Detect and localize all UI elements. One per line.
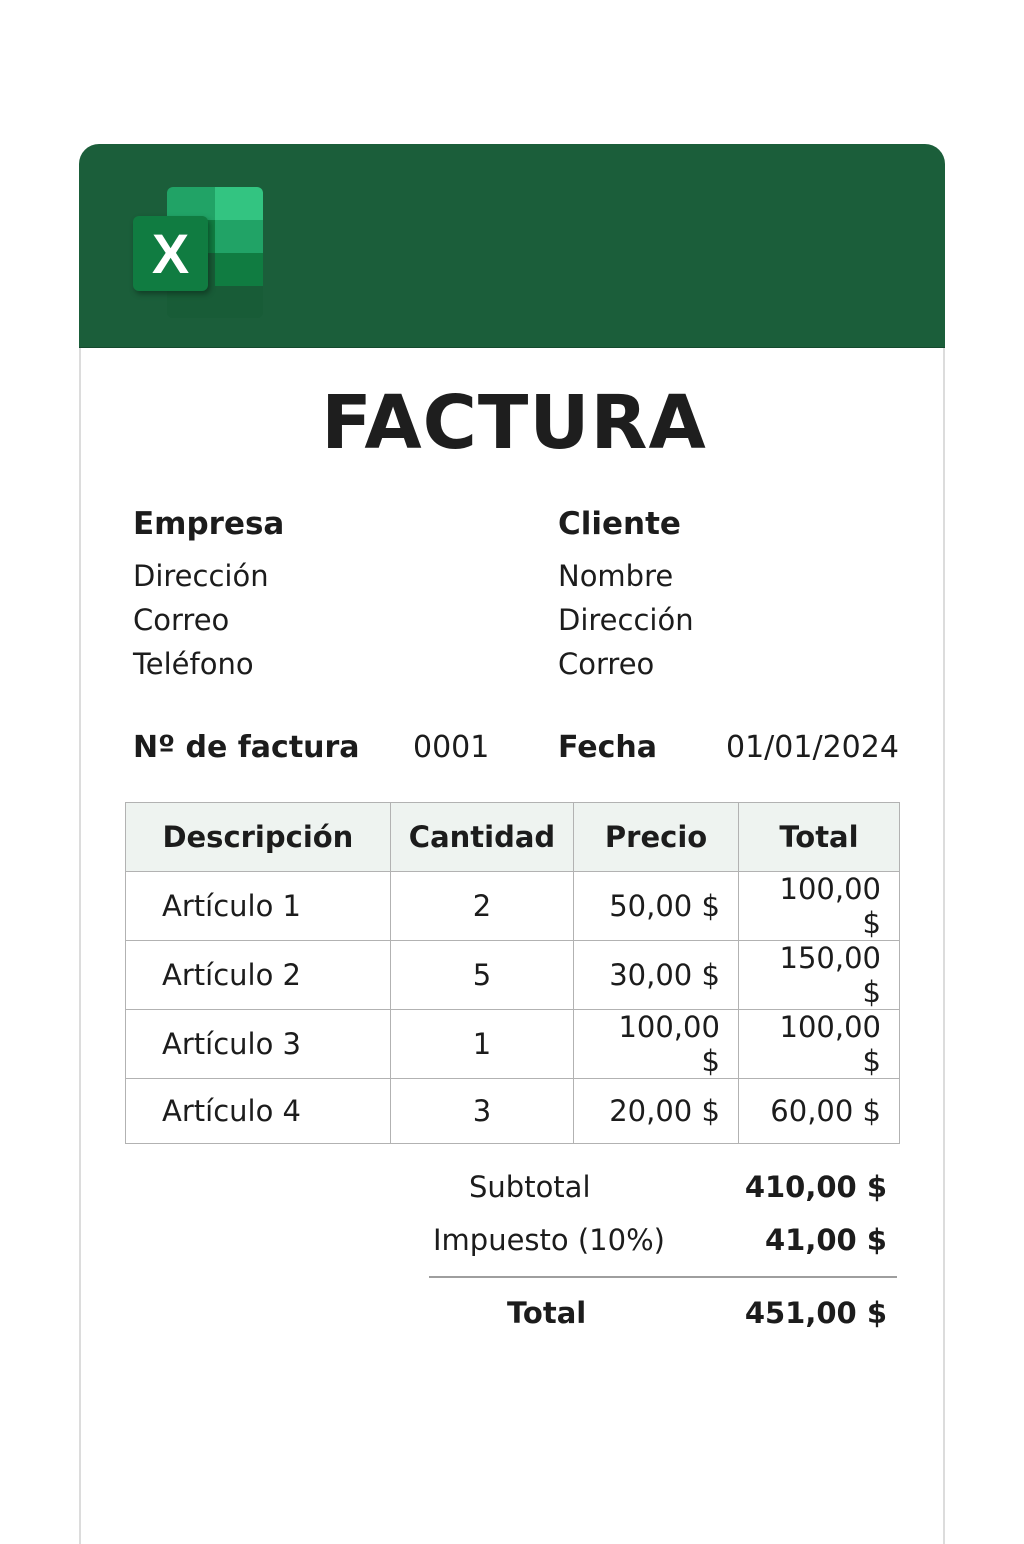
subtotal-value: 410,00 $ [744, 1170, 887, 1204]
item-total: 60,00 $ [738, 1079, 899, 1144]
column-header-description: Descripción [126, 803, 391, 872]
grand-total-value: 451,00 $ [744, 1295, 887, 1330]
client-email: Correo [558, 647, 655, 681]
tax-value: 41,00 $ [764, 1223, 887, 1257]
client-block [558, 504, 694, 686]
item-description: Artículo 2 [126, 941, 391, 1010]
column-header-price: Precio [574, 803, 739, 872]
totals-summary [429, 1164, 897, 1343]
subtotal-row [429, 1164, 897, 1217]
item-price: 100,00 $ [574, 1010, 739, 1079]
subtotal-label: Subtotal [469, 1170, 591, 1204]
item-description: Artículo 4 [126, 1079, 391, 1144]
company-block [133, 504, 284, 686]
invoice-number-value: 0001 [413, 730, 490, 765]
item-total: 100,00 $ [738, 1010, 899, 1079]
item-total: 100,00 $ [738, 872, 899, 941]
company-heading: Empresa [133, 506, 285, 542]
page-title: FACTURA [321, 380, 707, 466]
company-email: Correo [133, 603, 230, 637]
column-header-quantity: Cantidad [390, 803, 573, 872]
item-price: 50,00 $ [574, 872, 739, 941]
item-description: Artículo 3 [126, 1010, 391, 1079]
invoice-date-label: Fecha [558, 730, 658, 765]
invoice-number-label: Nº de factura [133, 730, 360, 765]
grand-total-row [429, 1290, 897, 1343]
company-phone: Teléfono [133, 647, 254, 681]
item-quantity: 3 [390, 1079, 573, 1144]
excel-logo-icon [133, 187, 265, 319]
item-quantity: 1 [390, 1010, 573, 1079]
item-quantity: 5 [390, 941, 573, 1010]
client-name: Nombre [558, 559, 674, 593]
client-address: Dirección [558, 603, 694, 637]
item-quantity: 2 [390, 872, 573, 941]
table-header-row [126, 803, 900, 872]
items-table [125, 802, 900, 1144]
tax-row [429, 1217, 897, 1270]
table-row [126, 872, 900, 941]
column-header-total: Total [738, 803, 899, 872]
invoice-date-value: 01/01/2024 [726, 730, 899, 765]
tax-label: Impuesto (10%) [433, 1223, 665, 1257]
table-row [126, 1010, 900, 1079]
invoice-card [79, 144, 945, 1544]
table-row [126, 1079, 900, 1144]
item-price: 20,00 $ [574, 1079, 739, 1144]
company-address: Dirección [133, 559, 269, 593]
item-price: 30,00 $ [574, 941, 739, 1010]
card-header [79, 144, 945, 348]
grand-total-label: Total [507, 1295, 587, 1330]
excel-logo-x: X [133, 216, 208, 291]
totals-divider [429, 1276, 897, 1278]
client-heading: Cliente [558, 506, 681, 542]
table-row [126, 941, 900, 1010]
item-total: 150,00 $ [738, 941, 899, 1010]
item-description: Artículo 1 [126, 872, 391, 941]
